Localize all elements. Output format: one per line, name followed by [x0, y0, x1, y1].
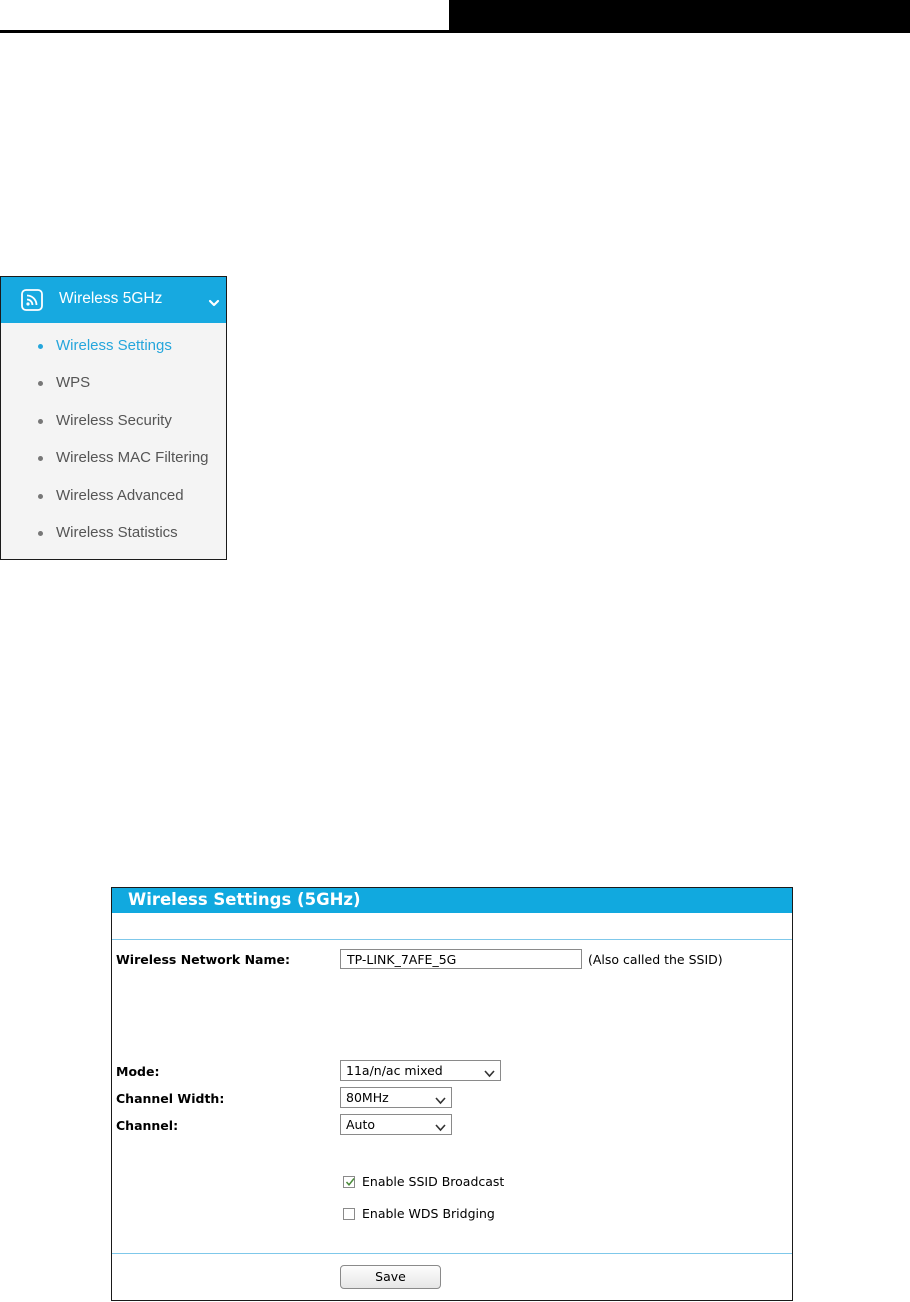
panel-title: Wireless Settings (5GHz) [128, 890, 361, 909]
divider [112, 939, 792, 940]
menu-item-label: Wireless MAC Filtering [56, 449, 209, 466]
panel-header [112, 888, 792, 913]
mode-label: Mode: [116, 1064, 160, 1079]
bullet-icon [38, 381, 43, 386]
channel-select[interactable] [340, 1114, 452, 1135]
menu-item-label: Wireless Settings [56, 337, 172, 354]
header-rule [0, 30, 455, 33]
menu-item-wireless-settings[interactable] [1, 333, 226, 361]
wds-bridging-label: Enable WDS Bridging [362, 1206, 495, 1221]
bullet-icon [38, 344, 43, 349]
menu-item-label: Wireless Security [56, 412, 172, 429]
menu-item-wireless-advanced[interactable] [1, 483, 226, 511]
ssid-note: (Also called the SSID) [588, 952, 723, 967]
mode-value: 11a/n/ac mixed [346, 1063, 443, 1078]
network-name-input[interactable] [340, 949, 582, 969]
bullet-icon [38, 419, 43, 424]
menu-item-wireless-mac-filtering[interactable] [1, 445, 226, 473]
menu-item-wps[interactable] [1, 370, 226, 398]
mode-select[interactable] [340, 1060, 501, 1081]
menu-item-label: WPS [56, 374, 91, 391]
channel-width-label: Channel Width: [116, 1091, 225, 1106]
menu-item-wireless-security[interactable] [1, 408, 226, 436]
chevron-down-icon[interactable] [208, 294, 220, 306]
bullet-icon [38, 494, 43, 499]
bullet-icon [38, 456, 43, 461]
network-name-label: Wireless Network Name: [116, 952, 290, 967]
divider [112, 1253, 792, 1254]
ssid-broadcast-label: Enable SSID Broadcast [362, 1174, 505, 1189]
ssid-broadcast-checkbox[interactable] [343, 1176, 355, 1188]
channel-width-value: 80MHz [346, 1090, 389, 1105]
wifi-icon [21, 289, 43, 311]
wireless-settings-panel [111, 887, 793, 1301]
wds-bridging-checkbox[interactable] [343, 1208, 355, 1220]
channel-width-select[interactable] [340, 1087, 452, 1108]
header-bar [449, 0, 910, 33]
chevron-down-icon [484, 1066, 495, 1075]
channel-label: Channel: [116, 1118, 179, 1133]
bullet-icon [38, 531, 43, 536]
menu-item-label: Wireless Statistics [56, 524, 178, 541]
menu-item-wireless-statistics[interactable] [1, 520, 226, 548]
save-button[interactable]: Save [340, 1265, 441, 1289]
menu-item-label: Wireless Advanced [56, 487, 184, 504]
menu-title: Wireless 5GHz [59, 290, 163, 307]
channel-value: Auto [346, 1117, 376, 1132]
checkmark-icon [345, 1177, 355, 1187]
wireless-5ghz-menu [0, 276, 227, 560]
chevron-down-icon [435, 1120, 446, 1129]
menu-header[interactable] [1, 277, 226, 323]
chevron-down-icon [435, 1093, 446, 1102]
